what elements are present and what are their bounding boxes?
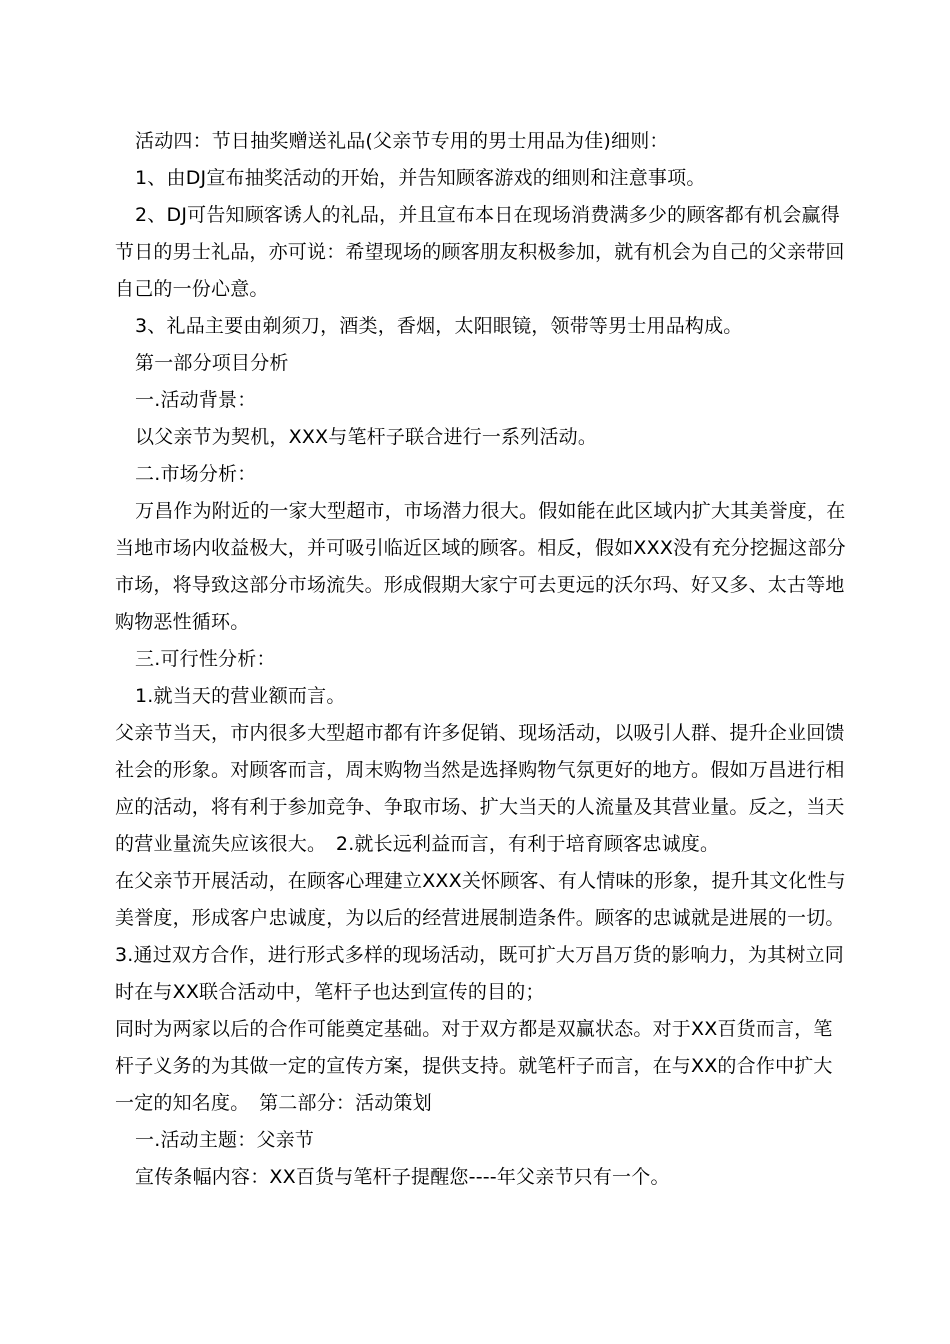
heading-market-analysis (115, 456, 850, 493)
heading-activity-background (115, 382, 850, 419)
paragraph-market-analysis (115, 493, 850, 641)
paragraph-text: 万昌作为附近的一家大型超市，市场潜力很大。假如能在此区域内扩大其美誉度，在当地市场内收益极大，并可吸引临近区域的顾客。相反，假如XXX没有充分挖掘这部分市场，将导致这部分市场流失。形成假期大家宁可去更远的沃尔玛、好又多、太古等地购物恶性循环。 (115, 500, 846, 633)
heading-revenue (115, 678, 850, 715)
paragraph-text: 1.就当天的营业额而言。 (135, 685, 346, 707)
paragraph-text: 3、礼品主要由剃须刀，酒类，香烟，太阳眼镜，领带等男士用品构成。 (135, 315, 743, 337)
paragraph-cooperation (115, 1011, 850, 1122)
paragraph-text: 同时为两家以后的合作可能奠定基础。对于双方都是双赢状态。对于XX百货而言，笔杆子义务的为其做一定的宣传方案，提供支持。就笔杆子而言，在与XX的合作中扩大一定的知名度。 第二部分：活动策划 (115, 1018, 833, 1114)
paragraph-text: 2、DJ可告知顾客诱人的礼品，并且宣布本日在现场消费满多少的顾客都有机会赢得节日的男士礼品，亦可说：希望现场的顾客朋友积极参加，就有机会为自己的父亲带回自己的一份心意。 (115, 204, 845, 300)
paragraph-text: 在父亲节开展活动，在顾客心理建立XXX关怀顾客、有人情味的形象，提升其文化性与美誉度，形成客户忠诚度，为以后的经营进展制造条件。顾客的忠诚就是进展的一切。 3.通过双方合作，进行形式多样的现场活动，既可扩大万昌万货的影响力，为其树立同时在与XX联合活动中，笔杆子也达到宣传的目的； (115, 870, 855, 1003)
heading-activity-theme (115, 1122, 850, 1159)
paragraph-background (115, 419, 850, 456)
paragraph-text: 一.活动主题：父亲节 (135, 1129, 315, 1151)
paragraph-item-2 (115, 197, 850, 308)
paragraph-text: 三.可行性分析： (135, 648, 276, 670)
paragraph-item-3 (115, 308, 850, 345)
paragraph-activity-four (115, 123, 850, 160)
paragraph-text: 以父亲节为契机，XXX与笔杆子联合进行一系列活动。 (135, 426, 598, 448)
paragraph-banner-content (115, 1159, 850, 1196)
paragraph-loyalty-analysis (115, 863, 855, 1011)
heading-feasibility-analysis (115, 641, 850, 678)
paragraph-text: 活动四：节日抽奖赠送礼品(父亲节专用的男士用品为佳)细则： (135, 130, 669, 152)
paragraph-text: 一.活动背景： (135, 389, 257, 411)
section-title-part-one (115, 345, 850, 382)
paragraph-text: 父亲节当天，市内很多大型超市都有许多促销、现场活动，以吸引人群、提升企业回馈社会的形象。对顾客而言，周末购物当然是选择购物气氛更好的地方。假如万昌进行相应的活动，将有利于参加竞争、争取市场、扩大当天的人流量及其营业量。反之，当天的营业量流失应该很大。 2.就长远利益而言，有利于培育顾客忠诚度。 (115, 722, 845, 855)
paragraph-text: 第一部分项目分析 (135, 352, 289, 374)
paragraph-revenue-analysis (115, 715, 850, 863)
paragraph-text: 宣传条幅内容：XX百货与笔杆子提醒您----年父亲节只有一个。 (135, 1166, 670, 1188)
paragraph-text: 二.市场分析： (135, 463, 257, 485)
paragraph-item-1 (115, 160, 850, 197)
paragraph-text: 1、由DJ宣布抽奖活动的开始，并告知顾客游戏的细则和注意事项。 (135, 167, 706, 189)
